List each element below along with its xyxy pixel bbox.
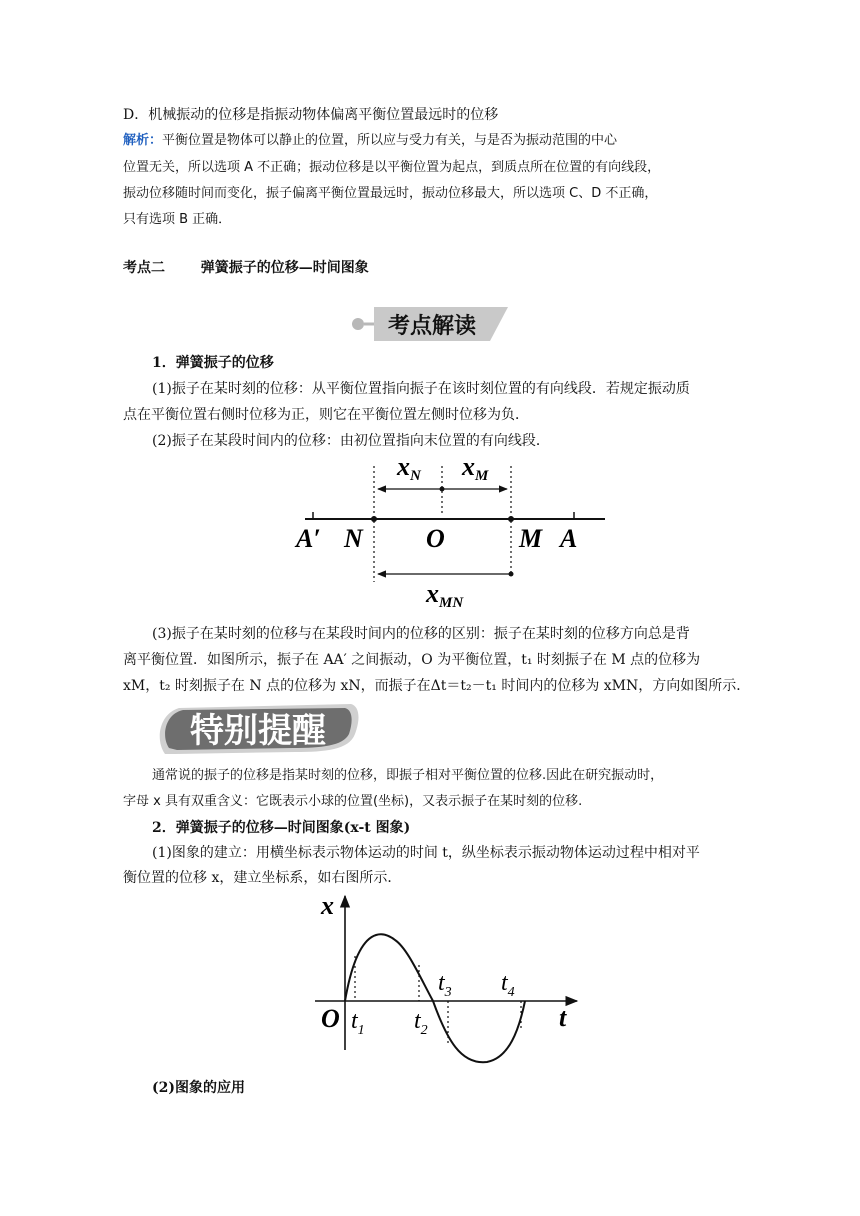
label-x-axis: x [321,891,334,920]
label-t4: $t_4$ [501,970,515,1000]
label-xn: xN [397,452,421,484]
label-xmn: xMN [426,579,464,611]
label-o: O [426,524,445,553]
item1-p3b: 离平衡位置．如图所示，振子在 AA′ 之间振动，O 为平衡位置，t₁ 时刻振子在 M 点的位移为 [123,652,701,668]
item2-p1a: (1)图象的建立：用横坐标表示物体运动的时间 t，纵坐标表示振动物体运动过程中相对平 [152,845,700,861]
tebie-tixing-badge [155,700,360,758]
label-xm: xM [462,452,489,484]
label-a-prime: A′ [296,524,321,553]
analysis-text-1: 平衡位置是物体可以静止的位置，所以应与受力有关，与是否为振动范围的中心 [162,133,618,148]
banner-text: 考点解读 [387,314,477,339]
analysis-line-2: 位置无关，所以选项 A 不正确；振动位移是以平衡位置为起点，到质点所在位置的有向线段， [123,160,661,175]
tip-line-2: 字母 x 具有双重含义：它既表示小球的位置(坐标)，又表示振子在某时刻的位移. [123,794,583,809]
item1-p3c: xM，t₂ 时刻振子在 N 点的位移为 xN，而振子在Δt＝t₂－t₁ 时间内的位移为 xMN，方向如图所示． [123,678,751,694]
item1-title: 1．弹簧振子的位移 [152,355,274,371]
label-t-axis: t [559,1003,567,1032]
item1-p3a: (3)振子在某时刻的位移与在某段时间内的位移的区别：振子在某时刻的位移方向总是背 [152,626,690,642]
item2-p1b: 衡位置的位移 x，建立坐标系，如右图所示． [123,870,402,886]
kaodian-banner [350,303,510,345]
item2-p2: (2)图象的应用 [152,1080,245,1096]
label-a: A [560,524,578,553]
sine-curve [345,934,525,1062]
item1-p1b: 点在平衡位置右侧时位移为正，则它在平衡位置左侧时位移为负． [123,407,529,423]
label-t3: $t_3$ [438,970,452,1000]
item1-p1a: (1)振子在某时刻的位移：从平衡位置指向振子在该时刻位置的有向线段．若规定振动质 [152,381,690,397]
label-n: N [344,524,363,553]
xt-graph [315,890,585,1070]
analysis-line-1 [123,131,617,151]
section-label: 考点二 [123,260,165,276]
analysis-label: 解析： [123,133,163,148]
section-heading [123,258,369,278]
point-n [371,516,377,522]
label-t1: $t_1$ [351,1008,365,1038]
option-d: D．机械振动的位移是指振动物体偏离平衡位置最远时的位移 [123,107,499,123]
analysis-line-3: 振动位移随时间而变化，振子偏离平衡位置最远时，振动位移最大，所以选项 C、D 不正确， [123,186,658,201]
point-m [508,516,514,522]
section-title: 弹簧振子的位移—时间图象 [200,260,369,276]
label-origin: O [321,1004,340,1033]
item1-p2: (2)振子在某段时间内的位移：由初位置指向末位置的有向线段． [152,433,550,449]
tip-line-1: 通常说的振子的位移是指某时刻的位移，即振子相对平衡位置的位移.因此在研究振动时， [152,768,664,783]
label-m: M [519,524,543,553]
item2-title: 2．弹簧振子的位移—时间图象(x-t 图象) [152,820,411,836]
analysis-line-4: 只有选项 B 正确． [123,212,232,227]
displacement-diagram [290,452,620,612]
label-t2: $t_2$ [414,1008,428,1038]
tebie-text: 特别提醒 [190,711,326,751]
